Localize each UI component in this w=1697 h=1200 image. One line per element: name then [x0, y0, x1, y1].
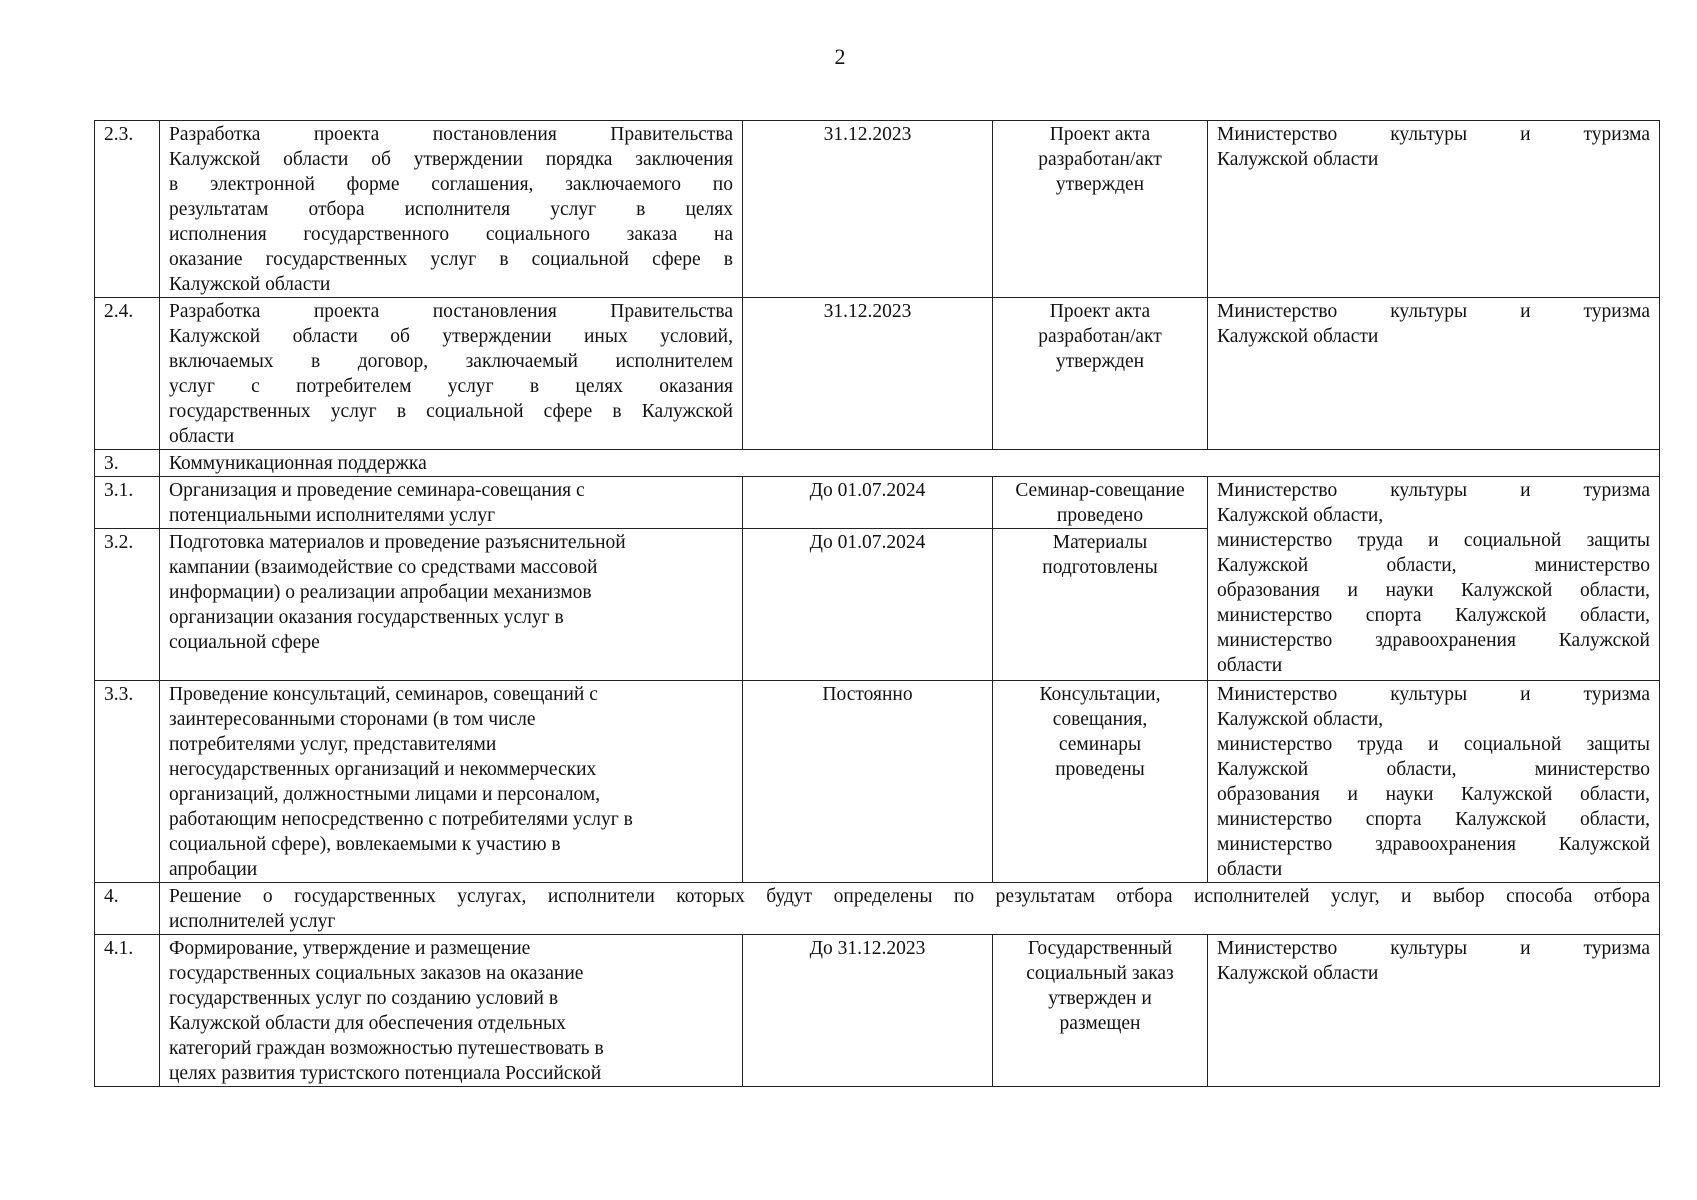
page-number: 2: [834, 44, 846, 69]
section-row: [95, 883, 1660, 935]
deadline: До 01.07.2024: [743, 529, 993, 681]
table-row: [95, 935, 1660, 1087]
row-number: 2.4.: [95, 298, 160, 450]
row-number: 3.2.: [95, 529, 160, 681]
expected-result: Проект акта разработан/акт утвержден: [993, 298, 1208, 450]
task-description: Подготовка материалов и проведение разъяснительной кампании (взаимодействие со средствами массовой информации) о реализации апробации механизмов организации оказания государственных услуг в социальной сфере: [160, 529, 743, 681]
deadline: До 31.12.2023: [743, 935, 993, 1087]
expected-result: Материалы подготовлены: [993, 529, 1208, 681]
section-number: 3.: [95, 450, 160, 477]
responsible-executor: Министерство культуры и туризма Калужской области: [1208, 935, 1660, 1087]
task-description: Проведение консультаций, семинаров, совещаний с заинтересованными сторонами (в том числе потребителями услуг, представителями негосударственных организаций и некоммерческих организаций, должностными лицами и персоналом, работающим непосредственно с потребителями услуг в социальной сфере), вовлекаемыми к участию в апробации: [160, 681, 743, 883]
section-row: [95, 450, 1660, 477]
table-row: [95, 298, 1660, 450]
plan-table: [94, 120, 1660, 1087]
row-number: 2.3.: [95, 121, 160, 298]
deadline: 31.12.2023: [743, 298, 993, 450]
section-title: Решение о государственных услугах, исполнители которых будут определены по результатам отбора исполнителей услуг, и выбор способа отбора исполнителей услуг: [160, 883, 1660, 935]
expected-result: Государственный социальный заказ утвержден и размещен: [993, 935, 1208, 1087]
responsible-executor: Министерство культуры и туризма Калужской области, министерство труда и социальной защиты Калужской области, министерство образования и науки Калужской области, министерство спорта Калужской области, министерство здравоохранения Калужской области: [1208, 681, 1660, 883]
task-description: Разработка проекта постановления Правительства Калужской области об утверждении иных условий, включаемых в договор, заключаемый исполнителем услуг с потребителем услуг в целях оказания государственных услуг в социальной сфере в Калужской области: [160, 298, 743, 450]
task-description: Организация и проведение семинара-совещания с потенциальными исполнителями услуг: [160, 477, 743, 529]
deadline: Постоянно: [743, 681, 993, 883]
task-description: Разработка проекта постановления Правительства Калужской области об утверждении порядка заключения в электронной форме соглашения, заключаемого по результатам отбора исполнителя услуг в целях исполнения государственного социального заказа на оказание государственных услуг в социальной сфере в Калужской области: [160, 121, 743, 298]
row-number: 3.3.: [95, 681, 160, 883]
task-description: Формирование, утверждение и размещение государственных социальных заказов на оказание государственных услуг по созданию условий в Калужской области для обеспечения отдельных категорий граждан возможностью путешествовать в целях развития туристского потенциала Российской: [160, 935, 743, 1087]
expected-result: Консультации, совещания, семинары проведены: [993, 681, 1208, 883]
row-number: 4.1.: [95, 935, 160, 1087]
section-number: 4.: [95, 883, 160, 935]
section-title: Коммуникационная поддержка: [160, 450, 1660, 477]
deadline: До 01.07.2024: [743, 477, 993, 529]
responsible-executor: Министерство культуры и туризма Калужской области: [1208, 121, 1660, 298]
row-number: 3.1.: [95, 477, 160, 529]
expected-result: Проект акта разработан/акт утвержден: [993, 121, 1208, 298]
deadline: 31.12.2023: [743, 121, 993, 298]
table-row: [95, 121, 1660, 298]
expected-result: Семинар-совещание проведено: [993, 477, 1208, 529]
responsible-executor: Министерство культуры и туризма Калужской области, министерство труда и социальной защиты Калужской области, министерство образования и науки Калужской области, министерство спорта Калужской области, министерство здравоохранения Калужской области: [1208, 477, 1660, 681]
responsible-executor: Министерство культуры и туризма Калужской области: [1208, 298, 1660, 450]
table-row: [95, 477, 1660, 529]
table-row: [95, 681, 1660, 883]
